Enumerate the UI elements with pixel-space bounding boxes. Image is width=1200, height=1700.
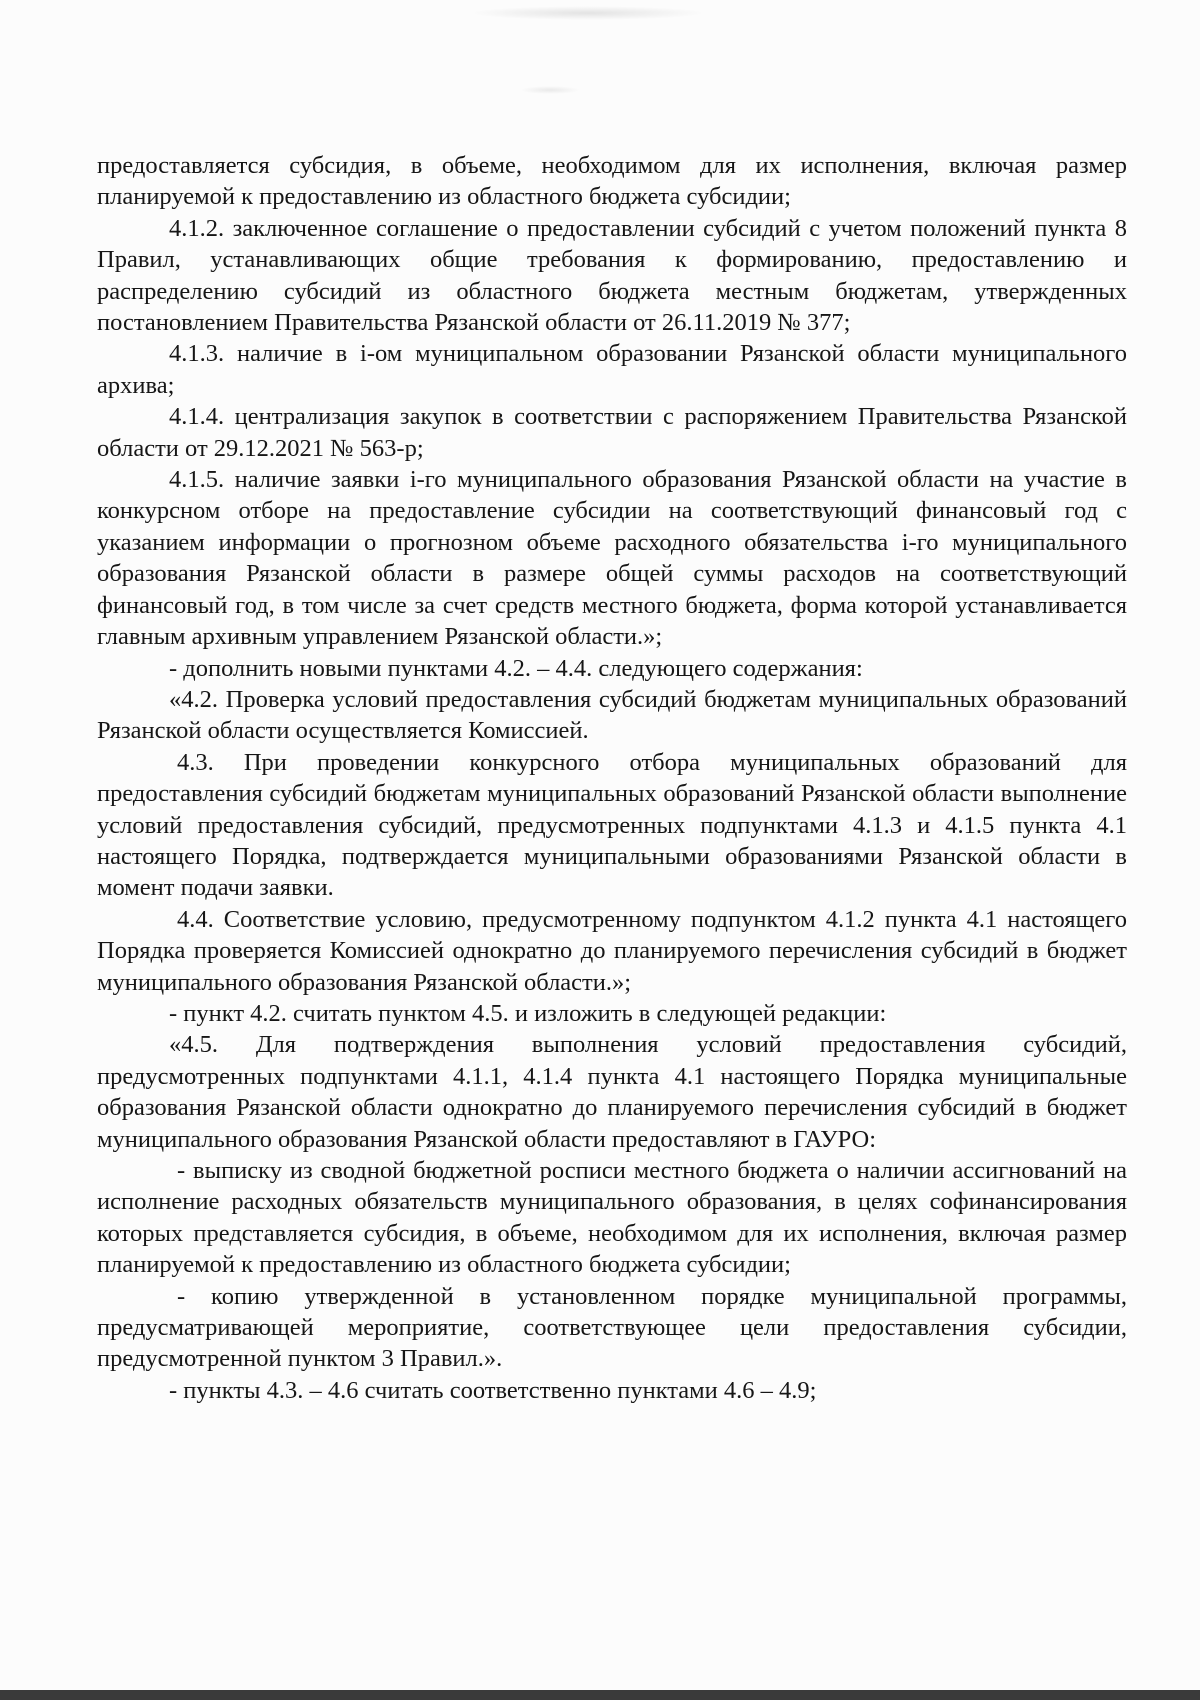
paragraph: - копию утвержденной в установленном порядке муниципальной программы, предусматривающей мероприятие, соответствующее цели предоставления субсидии, предусмотренной пунктом 3 Правил.». <box>97 1282 1127 1373</box>
scan-bottom-edge <box>0 1690 1200 1700</box>
scan-artifact <box>520 86 580 94</box>
paragraph: предоставляется субсидия, в объеме, необходимом для их исполнения, включая размер планируемой к предоставлению из областного бюджета субсидии; <box>97 152 1127 211</box>
paragraph: 4.3. При проведении конкурсного отбора муниципальных образований для предоставления субсидий бюджетам муниципальных образований Рязанской области выполнение условий предоставления субсидий, предусмотренных подпунктами 4.1.3 и 4.1.5 пункта 4.1 настоящего Порядка, подтверждается муниципальными образованиями Рязанской области в момент подачи заявки. <box>97 748 1127 902</box>
paragraph: - пункт 4.2. считать пунктом 4.5. и изложить в следующей редакции: <box>169 999 887 1027</box>
paragraph: - выписку из сводной бюджетной росписи местного бюджета о наличии ассигнований на исполнение расходных обязательств муниципального образования, в целях софинансирования которых представляется субсидия, в объеме, необходимом для их исполнения, включая размер планируемой к предоставлению из областного бюджета субсидии; <box>97 1157 1127 1279</box>
paragraph: 4.1.3. наличие в i-ом муниципальном образовании Рязанской области муниципального архива; <box>97 340 1127 399</box>
paragraph: 4.1.5. наличие заявки i-го муниципального образования Рязанской области на участие в конкурсном отборе на предоставление субсидии на соответствующий финансовый год с указанием информации о прогнозном объеме расходного обязательства i-го муниципального образования Рязанской области в размере общей суммы расходов на соответствующий финансовый год, в том числе за счет средств местного бюджета, форма которой устанавливается главным архивным управлением Рязанской области.»; <box>97 466 1127 651</box>
paragraph: «4.5. Для подтверждения выполнения условий предоставления субсидий, предусмотренных подпунктами 4.1.1, 4.1.4 пункта 4.1 настоящего Порядка муниципальные образования Рязанской области однократно до планируемого перечисления субсидий в бюджет муниципального образования Рязанской области предоставляют в ГАУРО: <box>97 1031 1127 1153</box>
paragraph: 4.1.4. централизация закупок в соответствии с распоряжением Правительства Рязанской области от 29.12.2021 № 563-р; <box>97 403 1127 462</box>
paragraph: «4.2. Проверка условий предоставления субсидий бюджетам муниципальных образований Рязанской области осуществляется Комиссией. <box>97 685 1127 745</box>
paragraph: 4.1.2. заключенное соглашение о предоставлении субсидий с учетом положений пункта 8 Правил, устанавливающих общие требования к формированию, предоставлению и распределению субсидий из областного бюджета местным бюджетам, утвержденных постановлением Правительства Рязанской области от 26.11.2019 № 377; <box>97 214 1127 337</box>
paragraph: - пункты 4.3. – 4.6 считать соответственно пунктами 4.6 – 4.9; <box>169 1376 817 1404</box>
scan-artifact <box>470 6 705 20</box>
paragraph: - дополнить новыми пунктами 4.2. – 4.4. следующего содержания: <box>169 654 863 682</box>
document-body <box>97 150 1127 1406</box>
paragraph: 4.4. Соответствие условию, предусмотренному подпунктом 4.1.2 пункта 4.1 настоящего Порядка проверяется Комиссией однократно до планируемого перечисления субсидий в бюджет муниципального образования Рязанской области.»; <box>97 905 1127 996</box>
